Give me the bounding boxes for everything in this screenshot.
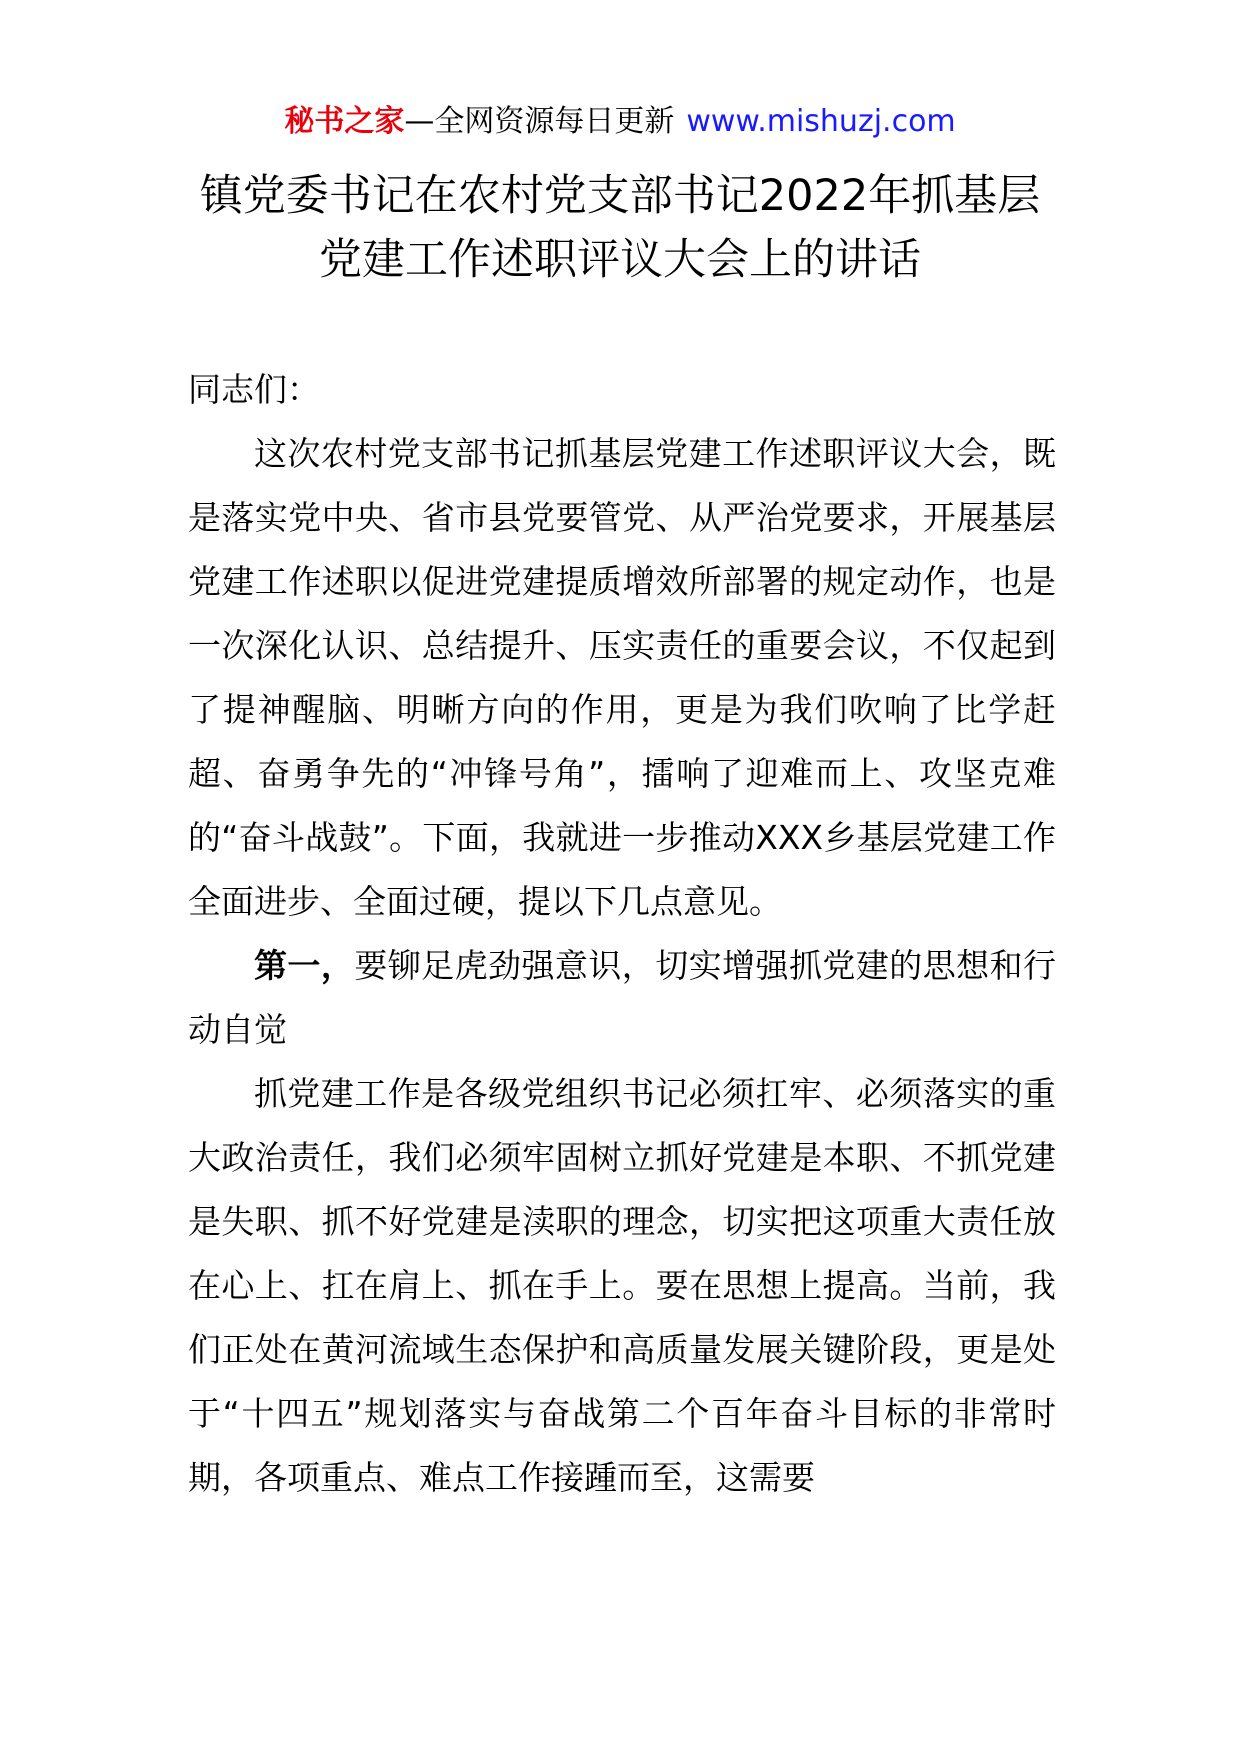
document-body bbox=[188, 358, 1056, 1510]
site-url-link[interactable]: www.mishuzj.com bbox=[686, 104, 956, 139]
site-tagline: —全网资源每日更新 bbox=[404, 104, 675, 139]
paragraph-2: 抓党建工作是各级党组织书记必须扛牢、必须落实的重大政治责任，我们必须牢固树立抓好党建是本职、不抓党建是失职、抓不好党建是渎职的理念，切实把这项重大责任放在心上、扛在肩上、抓在手上。要在思想上提高。当前，我们正处在黄河流域生态保护和高质量发展关键阶段，更是处于“十四五”规划落实与奋战第二个百年奋斗目标的非常时期，各项重点、难点工作接踵而至，这需要 bbox=[188, 1074, 1056, 1497]
site-name: 秘书之家 bbox=[284, 104, 405, 139]
salutation: 同志们： bbox=[188, 370, 320, 409]
paragraph-1: 这次农村党支部书记抓基层党建工作述职评议大会，既是落实党中央、省市县党要管党、从严治党要求，开展基层党建工作述职以促进党建提质增效所部署的规定动作，也是一次深化认识、总结提升、压实责任的重要会议，不仅起到了提神醒脑、明晰方向的作用，更是为我们吹响了比学赶超、奋勇争先的“冲锋号角”，擂响了迎难而上、攻坚克难的“奋斗战鼓”。下面，我就进一步推动XXX乡基层党建工作全面进步、全面过硬，提以下几点意见。 bbox=[188, 434, 1056, 921]
section-heading-1-lead: 第一， bbox=[254, 946, 355, 985]
document-title: 镇党委书记在农村党支部书记2022年抓基层党建工作述职评议大会上的讲话 bbox=[199, 171, 1041, 285]
section-heading-1-text: 要铆足虎劲强意识，切实增强抓党建的思想和行动自觉 bbox=[188, 946, 1057, 1049]
site-header bbox=[0, 100, 1240, 144]
section-heading-1 bbox=[188, 934, 1056, 1062]
